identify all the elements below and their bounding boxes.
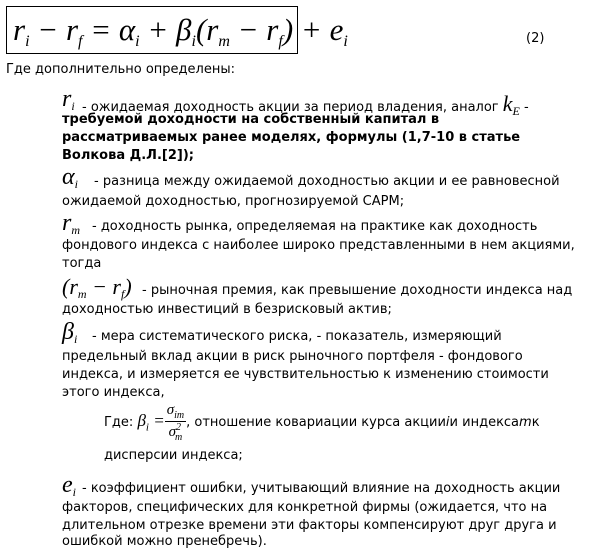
ei-line-1: - коэффициент ошибки, учитывающий влияние на доходность акции xyxy=(82,481,561,496)
beta-line-3: индекса, и измеряется ее чувствительностью к изменению стоимости xyxy=(62,367,549,382)
premium-line-1: - рыночная премия, как превышение доходности индекса над xyxy=(142,283,573,298)
ei-line-3: длительном отрезке времени эти факторы компенсируют друг друга и xyxy=(62,518,557,533)
ri-bold-line-2: рассматриваемых ранее моделях, формулы (1,7-10 в статье xyxy=(62,130,521,145)
ri-symbol: $r_i$ xyxy=(62,86,75,113)
rm-symbol: $r_m$ xyxy=(62,210,81,237)
ei-symbol: $e_i$ xyxy=(62,472,76,499)
premium-line-2: доходностью инвестиций в безрисковый актив; xyxy=(62,302,392,317)
beta-symbol: $\beta_i$ xyxy=(62,319,78,346)
ke-symbol: $k_E$ xyxy=(502,91,520,118)
intro-text: Где дополнительно определены: xyxy=(6,62,235,77)
beta-line-2: предельный вклад акции в риск рыночного портфеля - фондового xyxy=(62,349,523,364)
premium-symbol: $(r_m - r_f)$ xyxy=(62,274,132,301)
alpha-line-1: - разница между ожидаемой доходностью акции и ее равновесной xyxy=(94,174,560,189)
rm-line-2: фондового индекса с наиболее широко представленными в нем акциями, xyxy=(62,238,575,253)
ei-line-4: ошибкой можно пренебречь). xyxy=(62,534,267,549)
rm-line-3: тогда xyxy=(62,256,102,271)
ri-bold-line-1: требуемой доходности на собственный капитал в xyxy=(62,112,440,127)
equation-number: (2) xyxy=(526,31,545,46)
where-line-2: дисперсии индекса; xyxy=(104,448,243,463)
ri-bold-line-3: Волкова Д.Л.[2]); xyxy=(62,148,194,163)
alpha-symbol: $\alpha_i$ xyxy=(62,164,78,191)
beta-line-4: этого индекса, xyxy=(62,385,165,400)
rm-line-1: - доходность рынка, определяемая на практике как доходность xyxy=(92,219,538,234)
ri-description: - ожидаемая доходность акции за период владения, аналог $k_E$ - xyxy=(82,91,529,118)
capm-equation: $r_i - r_f = \alpha_i + \beta_i(r_m - r_f) + e_i$ xyxy=(6,6,298,54)
beta-fraction: $\frac{\sigma_{im}}{\sigma^2_m}$ xyxy=(166,401,185,443)
beta-definition: Где: $\beta_i$ = $\frac{\sigma_{im}}{\sigma^2_m}$ , отношение ковариации курса акции i и индекса m к xyxy=(104,401,540,443)
beta-line-1: - мера систематического риска, - показатель, измеряющий xyxy=(92,329,502,344)
ei-line-2: факторов, специфических для конкретной фирмы (ожидается, что на xyxy=(62,500,548,515)
alpha-line-2: ожидаемой доходностью, прогнозируемой CAPM; xyxy=(62,194,405,209)
